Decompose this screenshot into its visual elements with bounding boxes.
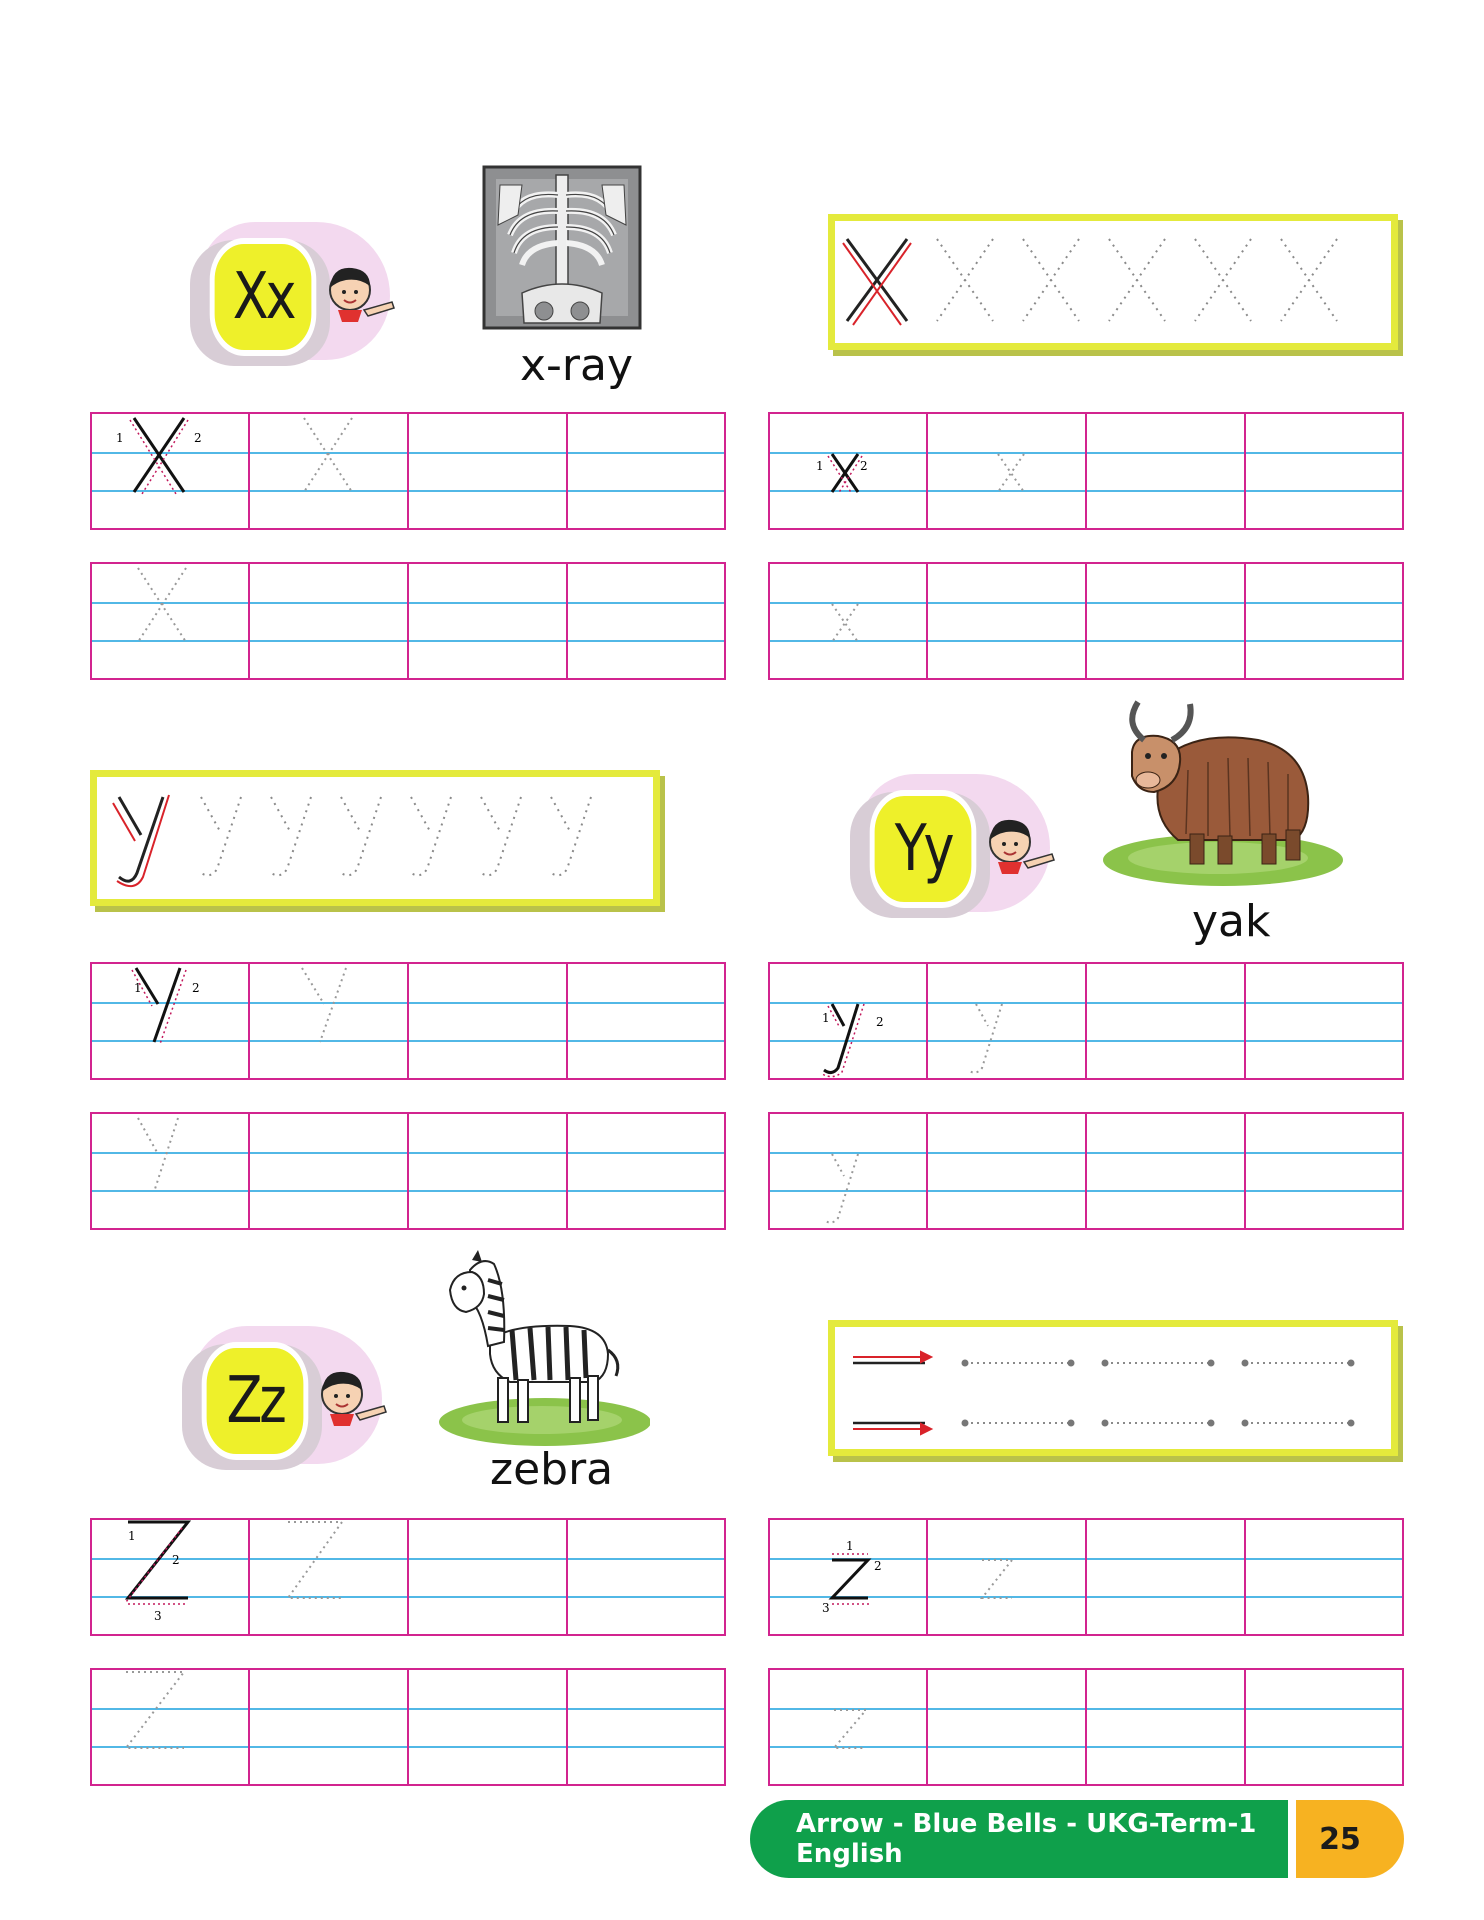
stroke-number-2: 2 <box>874 1559 882 1573</box>
letter-badge-z <box>182 1322 392 1472</box>
writing-grid-small-y-2[interactable] <box>768 1112 1404 1230</box>
stroke-number-2: 2 <box>876 1015 884 1029</box>
writing-grid-capital-z-2[interactable] <box>90 1668 726 1786</box>
word-x-ray: x-ray <box>520 340 634 391</box>
stroke-number-2: 2 <box>194 431 202 445</box>
writing-grid-capital-x-2[interactable] <box>90 562 726 680</box>
stroke-number-1: 1 <box>134 981 142 995</box>
badge-letter-x: Xx <box>210 238 317 356</box>
word-zebra: zebra <box>490 1444 614 1495</box>
tracing-strip-x <box>828 214 1398 350</box>
writing-grid-capital-y-2[interactable] <box>90 1112 726 1230</box>
zebra-image <box>430 1250 650 1450</box>
writing-grid-small-y-1[interactable] <box>768 962 1404 1080</box>
y-tracing-pattern <box>97 777 653 899</box>
badge-letter-y: Yy <box>870 790 977 908</box>
letter-badge-y <box>850 770 1060 920</box>
stroke-number-1: 1 <box>116 431 124 445</box>
word-yak: yak <box>1192 896 1271 947</box>
badge-letter-z: Zz <box>202 1342 309 1460</box>
stroke-number-2: 2 <box>172 1553 180 1567</box>
stroke-number-1: 1 <box>846 1539 854 1553</box>
stroke-number-2: 2 <box>192 981 200 995</box>
pointing-boy-icon <box>980 810 1060 890</box>
line-tracing-pattern <box>835 1327 1391 1449</box>
page-number-text: 25 <box>1319 1821 1361 1857</box>
writing-grid-capital-y-1[interactable] <box>90 962 726 1080</box>
writing-grid-capital-z-1[interactable] <box>90 1518 726 1636</box>
pointing-boy-icon <box>320 258 400 338</box>
footer-text: Arrow - Blue Bells - UKG-Term-1 English <box>796 1809 1257 1869</box>
writing-grid-capital-x-1[interactable] <box>90 412 726 530</box>
stroke-number-3: 3 <box>154 1609 162 1623</box>
stroke-number-1: 1 <box>822 1011 830 1025</box>
letter-badge-x <box>190 218 400 368</box>
tracing-strip-y <box>90 770 660 906</box>
page-number <box>1296 1800 1404 1878</box>
stroke-number-1: 1 <box>816 459 824 473</box>
pointing-boy-icon <box>312 1362 392 1442</box>
writing-grid-small-x-2[interactable] <box>768 562 1404 680</box>
x-ray-image <box>482 165 642 330</box>
stroke-number-2: 2 <box>860 459 868 473</box>
tracing-strip-lines <box>828 1320 1398 1456</box>
writing-grid-small-z-2[interactable] <box>768 1668 1404 1786</box>
stroke-number-3: 3 <box>822 1601 830 1615</box>
yak-image <box>1098 700 1348 890</box>
stroke-number-1: 1 <box>128 1529 136 1543</box>
x-tracing-pattern <box>835 221 1391 343</box>
footer-book-title <box>750 1800 1290 1878</box>
writing-grid-small-z-1[interactable] <box>768 1518 1404 1636</box>
writing-grid-small-x-1[interactable] <box>768 412 1404 530</box>
